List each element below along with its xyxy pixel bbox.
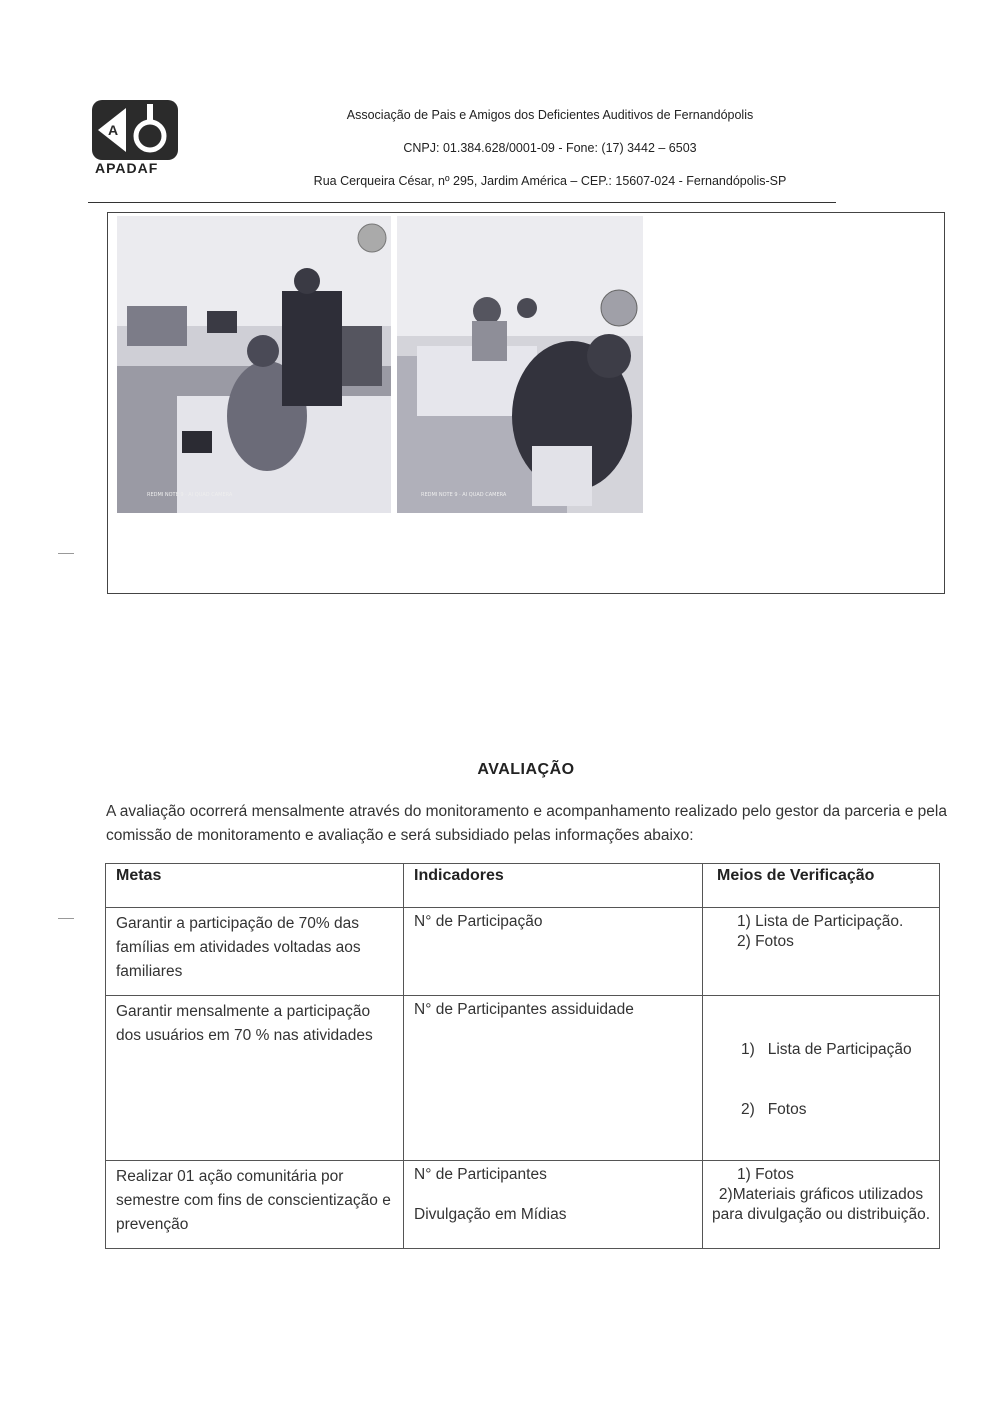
svg-text:A: A xyxy=(108,122,119,138)
address: Rua Cerqueira César, nº 295, Jardim América – CEP.: 15607-024 - Fernandópolis-SP xyxy=(313,174,787,188)
section-title: AVALIAÇÃO xyxy=(477,761,575,778)
column-header: Indicadores xyxy=(404,864,703,908)
activity-photo-1 xyxy=(117,216,391,513)
meio-item: 2)Materiais gráficos utilizados para divulgação ou distribuição. xyxy=(712,1186,930,1223)
meio-item: 2) Fotos xyxy=(741,1101,807,1118)
indicador-cell: N° de Participantes xyxy=(414,1166,547,1183)
logo-text: APADAF xyxy=(95,160,159,176)
table-row xyxy=(106,996,940,1161)
meta-cell: Garantir a participação de 70% das famílias em atividades voltadas aos familiares xyxy=(116,915,361,980)
table-row xyxy=(106,1161,940,1249)
intro-paragraph: A avaliação ocorrerá mensalmente através do monitoramento e acompanhamento realizado pelo gestor da parceria e pela comissão de monitoramento e avaliação e será subsidiado pelas informações abaixo: xyxy=(106,803,947,844)
indicador-cell: N° de Participantes assiduidade xyxy=(414,1001,634,1018)
cnpj-phone: CNPJ: 01.384.628/0001-09 - Fone: (17) 3442 – 6503 xyxy=(403,141,697,155)
indicador-cell: N° de Participação xyxy=(414,913,543,930)
meio-item: 1) Lista de Participação. xyxy=(737,913,904,930)
column-header: Metas xyxy=(106,864,404,908)
column-header: Meios de Verificação xyxy=(703,864,940,908)
indicador-cell: Divulgação em Mídias xyxy=(414,1206,567,1223)
table-row xyxy=(106,908,940,996)
activity-photo-2 xyxy=(397,216,643,513)
evaluation-table xyxy=(105,863,940,1249)
header-divider xyxy=(88,202,836,203)
meta-cell: Realizar 01 ação comunitária por semestre com fins de conscientização e prevenção xyxy=(116,1168,391,1233)
photo-frame xyxy=(107,212,945,594)
scan-mark xyxy=(58,553,74,554)
meio-item: 2) Fotos xyxy=(737,933,794,950)
photo1-watermark: REDMI NOTE 9 · AI QUAD CAMERA xyxy=(147,492,233,498)
table-header-row xyxy=(106,864,940,908)
scan-mark xyxy=(58,918,74,919)
organization-name: Associação de Pais e Amigos dos Deficientes Auditivos de Fernandópolis xyxy=(346,108,754,122)
photo2-watermark: REDMI NOTE 9 · AI QUAD CAMERA xyxy=(421,492,507,498)
meio-item: 1) Fotos xyxy=(737,1166,794,1183)
meta-cell: Garantir mensalmente a participação dos usuários em 70 % nas atividades xyxy=(116,1003,373,1044)
meio-item: 1) Lista de Participação xyxy=(741,1041,912,1058)
